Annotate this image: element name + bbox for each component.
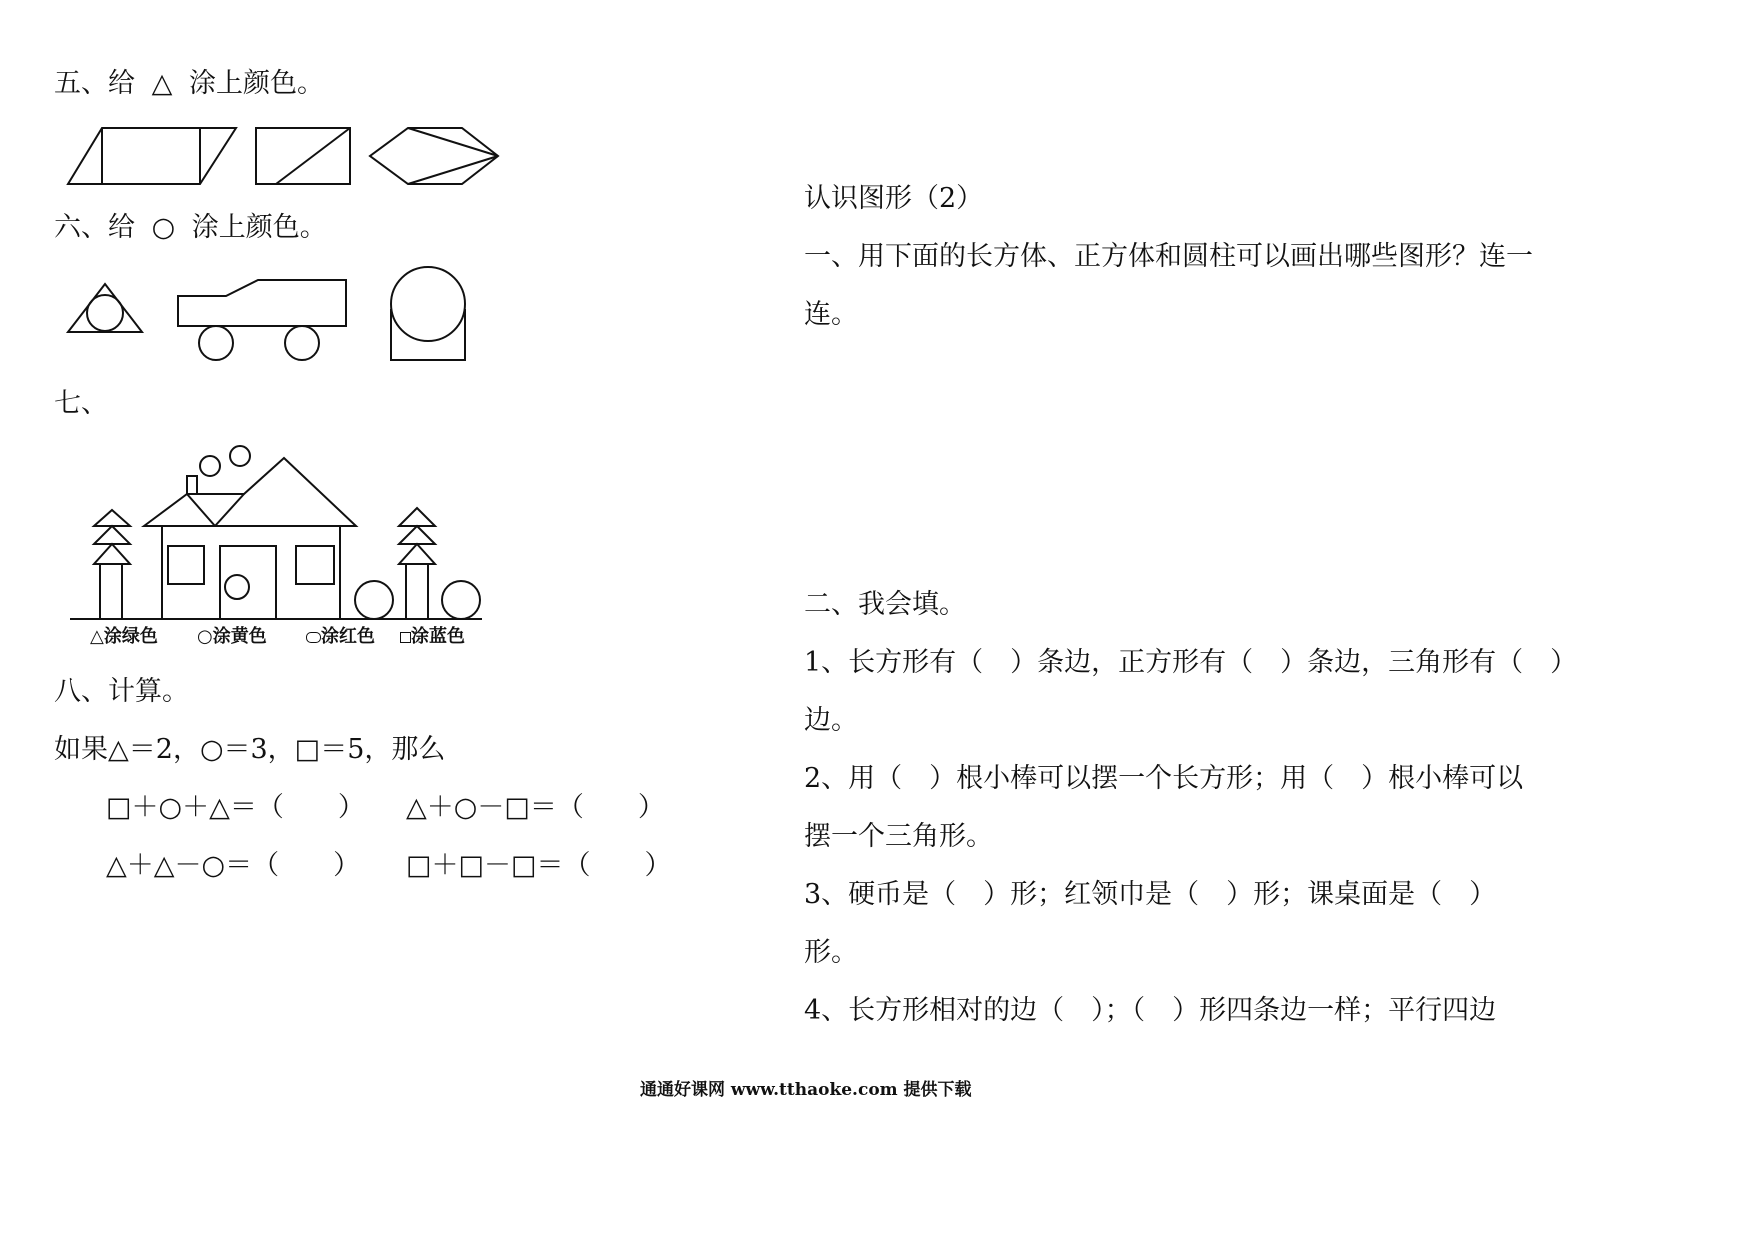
calc-expression: □＋○＋△＝（ ） <box>106 792 365 823</box>
question-1-line: 一、用下面的长方体、正方体和圆柱可以画出哪些图形？连一 <box>804 241 1533 272</box>
legend-circle-icon: ○ <box>197 626 213 647</box>
question-1-line: 连。 <box>804 299 858 330</box>
circle-symbol: ○ <box>151 212 176 243</box>
q6-circle-on-block-figure <box>389 266 469 364</box>
legend-label: 涂红色 <box>321 626 375 647</box>
q7-house-scene <box>70 440 482 620</box>
legend-triangle-icon: △ <box>90 626 104 647</box>
legend-item-blue <box>400 626 465 648</box>
question-7-heading: 七、 <box>54 388 108 419</box>
legend-label: 涂黄色 <box>212 626 267 647</box>
triangle-symbol: △ <box>151 68 173 99</box>
legend-item-green <box>90 626 158 648</box>
q6-prefix: 六、给 <box>54 212 135 243</box>
question-5-heading <box>54 68 324 100</box>
fill-in-line: 摆一个三角形。 <box>804 821 993 852</box>
q5-prefix: 五、给 <box>54 68 135 99</box>
q5-parallelogram-figure <box>66 126 238 186</box>
legend-item-yellow <box>197 626 267 648</box>
page-footer: 通通好课网 www.tthaoke.com 提供下载 <box>640 1080 972 1100</box>
q5-rectangle-diagonal-figure <box>254 126 352 186</box>
fill-in-line: 4、长方形相对的边（ ）；（ ）形四条边一样；平行四边 <box>804 995 1497 1026</box>
legend-label: 涂绿色 <box>103 626 158 647</box>
calc-expression: △＋○－□＝（ ） <box>406 792 665 823</box>
calc-expression: △＋△－○＝（ ） <box>106 850 361 881</box>
question-6-heading <box>54 212 327 244</box>
question-2-heading: 二、我会填。 <box>804 589 966 620</box>
q6-triangle-circle-figure <box>66 282 144 334</box>
fill-in-line: 边。 <box>804 705 858 736</box>
q5-suffix: 涂上颜色。 <box>188 68 324 99</box>
fill-in-line: 3、硬币是（ ）形；红领巾是（ ）形；课桌面是（ ） <box>804 879 1497 910</box>
legend-item-red <box>306 626 375 648</box>
q6-suffix: 涂上颜色。 <box>191 212 327 243</box>
calc-expression: □＋□－□＝（ ） <box>406 850 672 881</box>
fill-in-line: 形。 <box>804 937 858 968</box>
question-8-heading: 八、计算。 <box>54 676 189 707</box>
fill-in-line: 2、用（ ）根小棒可以摆一个长方形；用（ ）根小棒可以 <box>804 763 1524 794</box>
section-title: 认识图形（2） <box>804 183 984 214</box>
legend-square-icon <box>400 632 411 643</box>
q6-car-figure <box>176 276 350 362</box>
legend-rectangle-icon <box>306 632 321 643</box>
fill-in-line: 1、长方形有（ ）条边，正方形有（ ）条边，三角形有（ ） <box>804 647 1578 678</box>
q5-hexagon-figure <box>368 126 500 186</box>
legend-label: 涂蓝色 <box>411 626 465 647</box>
question-8-condition: 如果△＝2，○＝3，□＝5，那么 <box>54 734 446 765</box>
